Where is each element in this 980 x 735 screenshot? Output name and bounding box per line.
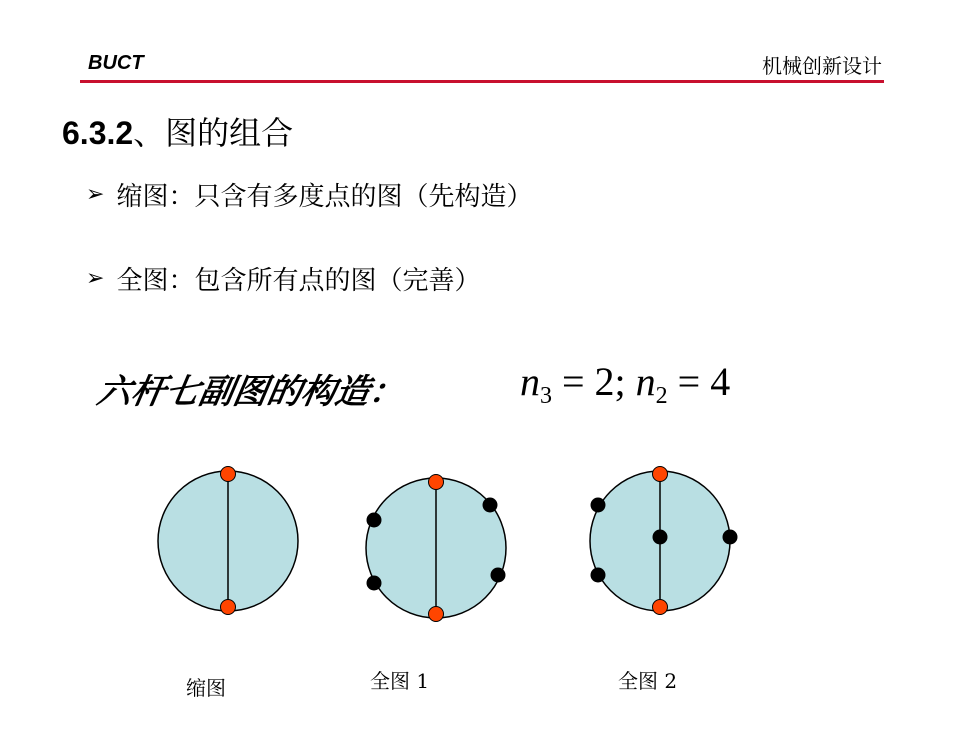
formula-n3-subscript: 3 [540, 383, 552, 409]
graph-caption-contracted: 缩图 [186, 676, 226, 700]
binary-node [367, 576, 382, 591]
binary-node [591, 498, 606, 513]
multi-degree-node [653, 600, 668, 615]
multi-degree-node [429, 607, 444, 622]
multi-degree-node [653, 467, 668, 482]
formula-n2-subscript: 2 [655, 383, 668, 409]
multi-degree-node [221, 600, 236, 615]
graph-caption-full-2: 全图 2 [618, 669, 678, 693]
binary-node [367, 513, 382, 528]
full-graph-1 [366, 475, 506, 622]
graph-caption-full-1: 全图 1 [370, 669, 430, 693]
slide-title-text: 、图的组合 [133, 114, 294, 152]
header-course-title: 机械创新设计 [762, 54, 882, 78]
binary-node [483, 498, 498, 513]
section-subheading: 六杆七副图的构造： [93, 372, 407, 412]
formula-n2-symbol: n [635, 359, 656, 404]
binary-node [653, 530, 668, 545]
formula-n3-value: = 2; [562, 359, 626, 404]
formula-n2-value: = 4 [677, 359, 731, 404]
binary-node [591, 568, 606, 583]
multi-degree-node [429, 475, 444, 490]
binary-node [723, 530, 738, 545]
formula-n3-symbol: n [520, 359, 540, 404]
contracted-graph [158, 467, 298, 615]
binary-node [491, 568, 506, 583]
bullet-text: 全图：包含所有点的图（完善） [116, 266, 481, 296]
full-graph-2 [590, 467, 738, 615]
multi-degree-node [221, 467, 236, 482]
header-brand: BUCT [88, 52, 144, 74]
bullet-arrow-icon: ➢ [86, 182, 105, 207]
bullet-text: 缩图：只含有多度点的图（先构造） [116, 182, 533, 212]
bullet-arrow-icon: ➢ [86, 266, 105, 291]
slide-title-number: 6.3.2 [62, 115, 134, 151]
